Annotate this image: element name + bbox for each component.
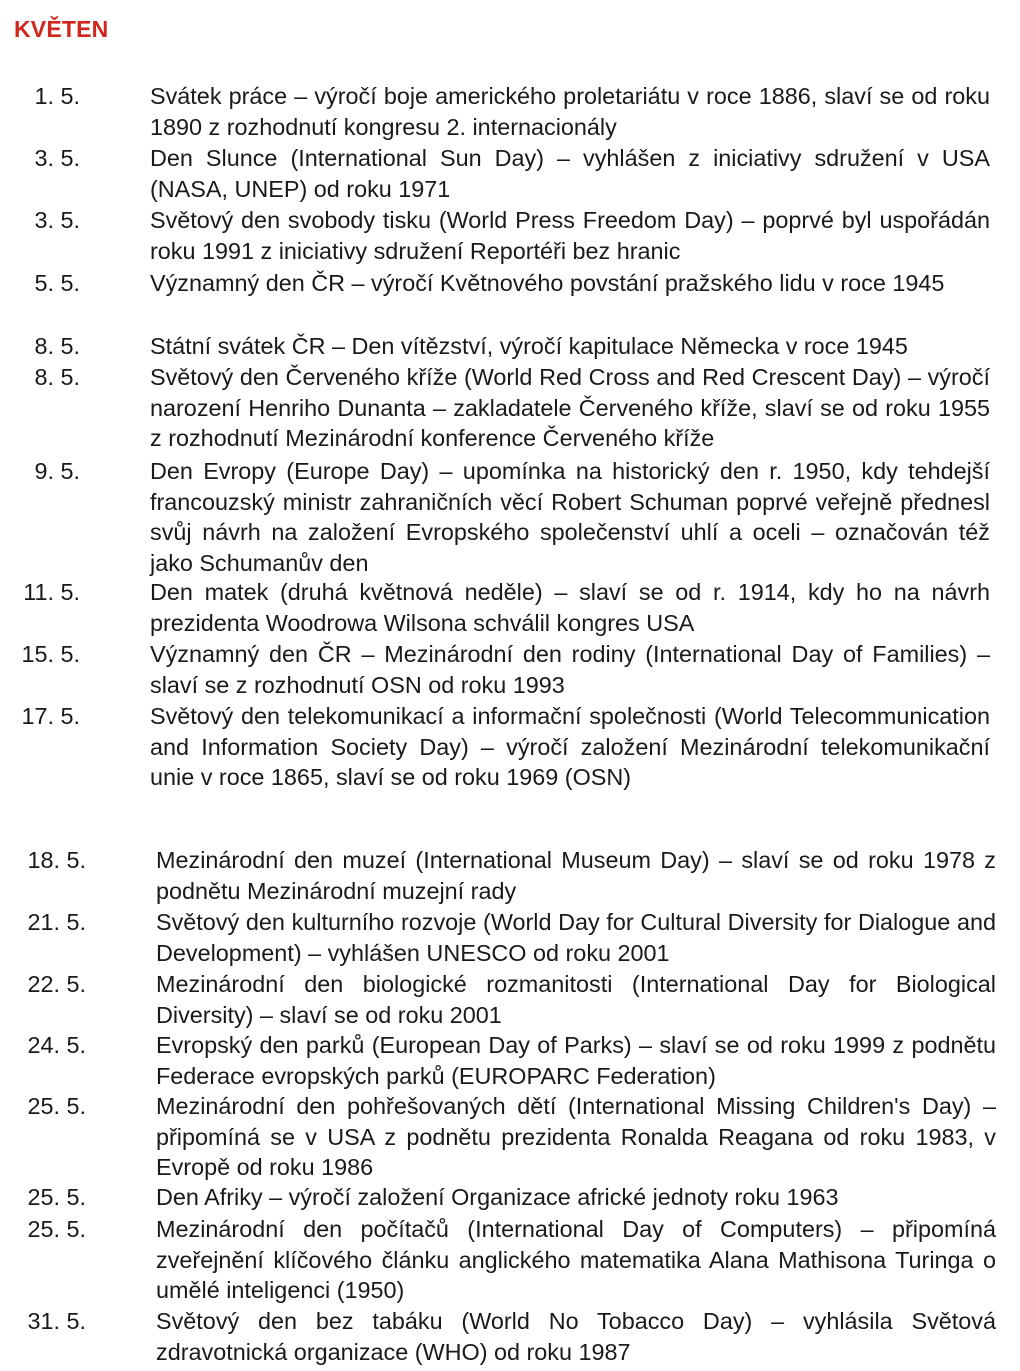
entry-description: Mezinárodní den pohřešovaných dětí (International Missing Children's Day) – připomíná se v USA z podnětu prezidenta Ronalda Reagana od roku 1983, v Evropě od roku 1986 [156,1093,996,1181]
entry-date: 9. 5. [34,458,80,484]
entry-date: 18. 5. [27,847,86,873]
entry-date: 25. 5. [27,1184,86,1210]
entry-date: 3. 5. [34,207,80,233]
entry-date: 22. 5. [27,971,86,997]
entry-date: 1. 5. [34,83,80,109]
entry-description: Den Slunce (International Sun Day) – vyhlášen z iniciativy sdružení v USA (NASA, UNEP) od roku 1971 [150,145,990,202]
entry-date: 5. 5. [34,270,80,296]
entry-description: Mezinárodní den muzeí (International Museum Day) – slaví se od roku 1978 z podnětu Mezinárodní muzejní rady [156,847,996,904]
entry-date: 8. 5. [34,364,80,390]
entry-description: Mezinárodní den biologické rozmanitosti (International Day for Biological Diversity) – slaví se od roku 2001 [156,971,996,1028]
entry-description: Světový den telekomunikací a informační společnosti (World Telecommunication and Information Society Day) – výročí založení Mezinárodní telekomunikační unie v roce 1865, slaví se od roku 1969 (OSN) [150,703,990,791]
entry-description: Den Afriky – výročí založení Organizace africké jednoty roku 1963 [156,1184,839,1210]
entry-description: Mezinárodní den počítačů (International Day of Computers) – připomíná zveřejnění klíčového článku anglického matematika Alana Mathisona Turinga o umělé inteligenci (1950) [156,1216,996,1304]
entry-description: Světový den bez tabáku (World No Tobacco Day) – vyhlásila Světová zdravotnická organizace (WHO) od roku 1987 [156,1308,996,1365]
entry-description: Významný den ČR – Mezinárodní den rodiny (International Day of Families) – slaví se z rozhodnutí OSN od roku 1993 [150,641,990,698]
entry-date: 15. 5. [21,641,80,667]
entry-date: 25. 5. [27,1093,86,1119]
month-heading: KVĚTEN [14,16,109,42]
entry-description: Světový den svobody tisku (World Press Freedom Day) – poprvé byl uspořádán roku 1991 z iniciativy sdružení Reportéři bez hranic [150,207,990,264]
entry-description: Státní svátek ČR – Den vítězství, výročí kapitulace Německa v roce 1945 [150,333,908,359]
entry-date: 8. 5. [34,333,80,359]
entry-date: 11. 5. [23,579,80,605]
entry-date: 21. 5. [27,909,86,935]
entry-description: Významný den ČR – výročí Květnového povstání pražského lidu v roce 1945 [150,270,945,296]
entry-description: Den matek (druhá květnová neděle) – slaví se od r. 1914, kdy ho na návrh prezidenta Woodrowa Wilsona schválil kongres USA [150,579,990,636]
entry-date: 31. 5. [27,1308,86,1334]
entry-date: 3. 5. [34,145,80,171]
entry-description: Evropský den parků (European Day of Parks) – slaví se od roku 1999 z podnětu Federace evropských parků (EUROPARC Federation) [156,1032,996,1089]
entry-description: Světový den Červeného kříže (World Red Cross and Red Crescent Day) – výročí narození Henriho Dunanta – zakladatele Červeného kříže, slaví se od roku 1955 z rozhodnutí Mezinárodní konference Červeného kříže [150,364,990,452]
entry-description: Svátek práce – výročí boje amerického proletariátu v roce 1886, slaví se od roku 1890 z rozhodnutí kongresu 2. internacionály [150,83,990,140]
entry-date: 17. 5. [21,703,80,729]
entry-date: 24. 5. [27,1032,86,1058]
entry-date: 25. 5. [27,1216,86,1242]
entry-description: Světový den kulturního rozvoje (World Day for Cultural Diversity for Dialogue and Development) – vyhlášen UNESCO od roku 2001 [156,909,996,966]
entry-description: Den Evropy (Europe Day) – upomínka na historický den r. 1950, kdy tehdejší francouzský ministr zahraničních věcí Robert Schuman poprvé veřejně přednesl svůj návrh na založení Evropského společenství uhlí a oceli – označován též jako Schumanův den [150,458,990,576]
